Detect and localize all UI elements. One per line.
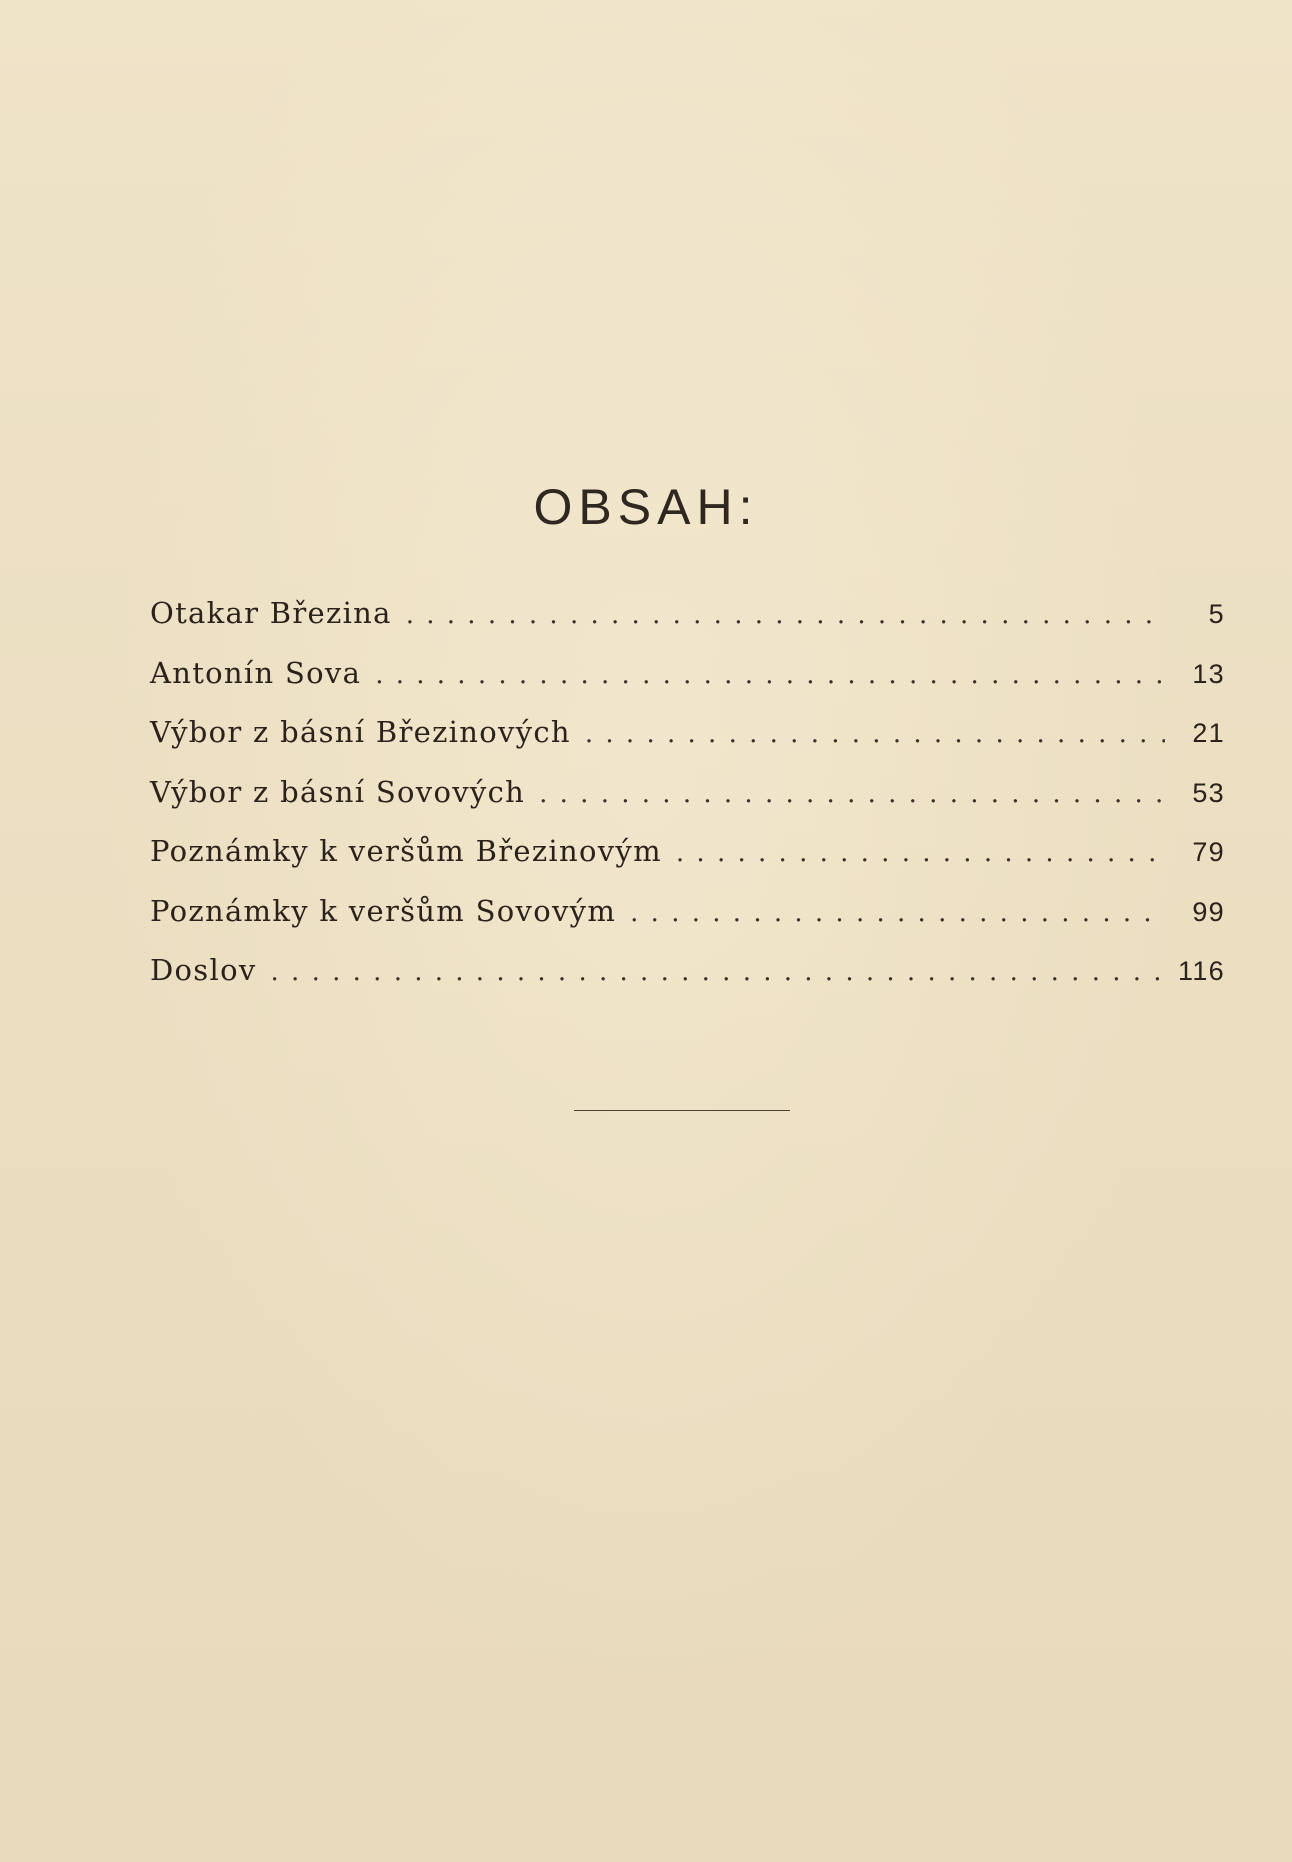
toc-entry-poznamky-sova <box>150 894 1225 954</box>
toc-entry-label: Výbor z básní Sovových <box>150 774 526 809</box>
toc-entry-label: Poznámky k veršům Březinovým <box>150 834 662 868</box>
toc-entry-poznamky-brezina <box>150 834 1225 894</box>
toc-entry-page-number: 116 <box>1178 956 1225 986</box>
dot-leader <box>616 898 1165 928</box>
toc-entry-label: Poznámky k veršům Sovovým <box>150 893 617 928</box>
toc-entry-doslov <box>150 953 1225 1013</box>
toc-entry-page-number: 79 <box>1192 837 1225 867</box>
toc-entry-page-number: 5 <box>1208 599 1225 629</box>
toc-entry-page-number: 13 <box>1192 658 1225 689</box>
divider-rule <box>574 1110 790 1111</box>
dot-leader <box>392 600 1165 630</box>
toc-entry-sova <box>150 656 1225 716</box>
toc-entry-vybor-brezina <box>150 715 1225 775</box>
dot-leader <box>571 719 1165 749</box>
dot-leader <box>257 957 1165 987</box>
dot-leader <box>662 838 1165 868</box>
page-title: OBSAH: <box>533 479 759 535</box>
toc-entry-vybor-sova <box>150 775 1225 835</box>
toc-entry-label: Výbor z básní Březinových <box>150 715 571 749</box>
toc-entry-page-number: 99 <box>1192 896 1225 927</box>
toc-entry-page-number: 53 <box>1192 777 1225 808</box>
dot-leader <box>361 660 1165 690</box>
toc-entry-label: Antonín Sova <box>150 655 362 690</box>
dot-leader <box>525 779 1165 809</box>
toc-entry-brezina <box>150 596 1225 656</box>
toc-entry-label: Otakar Březina <box>150 596 392 630</box>
table-of-contents <box>150 596 1225 1013</box>
toc-entry-page-number: 21 <box>1192 718 1225 748</box>
toc-entry-label: Doslov <box>150 953 257 987</box>
